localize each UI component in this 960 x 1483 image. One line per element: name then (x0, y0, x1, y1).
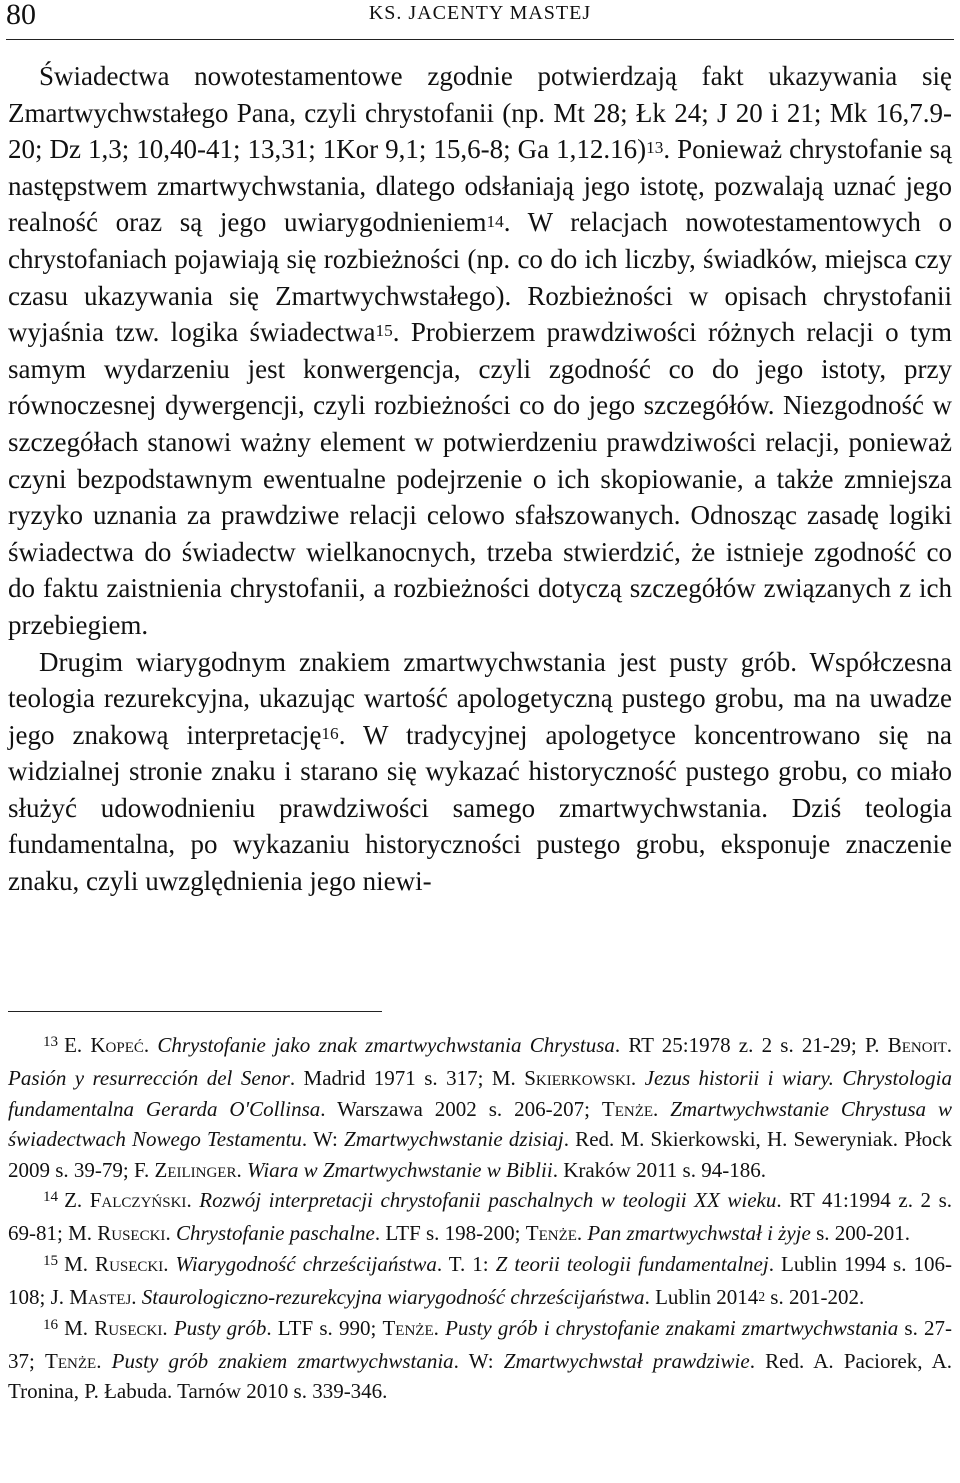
text-run: . RT 41:1994 z. 2 s. 69-81; (8, 1188, 953, 1246)
header-divider (6, 39, 954, 40)
author-name: M. Rusecki (64, 1251, 164, 1276)
text-run: . W: (301, 1127, 345, 1152)
italic-title: Zmartwychwstał prawdziwie (503, 1349, 750, 1374)
author-name: Tenże (45, 1349, 97, 1374)
text-run: . (653, 1096, 671, 1121)
author-name: Tenże (382, 1315, 434, 1340)
author-name: M. Skierkowski (491, 1066, 631, 1091)
text-run: . Lublin 2014 (644, 1285, 759, 1310)
text-run: . Kraków 2011 s. 94-186. (552, 1157, 766, 1182)
text-run: . T. 1: (436, 1251, 496, 1276)
footnote-number: 15 (43, 1252, 59, 1269)
footnote-reference: 13 (646, 138, 664, 158)
italic-title: Pusty grób znakiem zmartwychwstania (111, 1349, 454, 1374)
text-run: . (236, 1157, 247, 1182)
footnote-reference: 16 (321, 723, 339, 743)
text-run: . (186, 1188, 200, 1213)
author-name: Tenże (601, 1096, 654, 1121)
italic-title: Rozwój interpretacji chrystofanii paschalnych w teologii XX wieku (199, 1188, 777, 1213)
author-name: J. Mastej (50, 1285, 132, 1310)
text-run: s. 27-37; (8, 1315, 953, 1374)
italic-title: Pusty grób (173, 1315, 267, 1340)
italic-title: Pan zmartwychwstał i żyje (587, 1221, 811, 1246)
italic-title: Chrystofanie jako znak zmartwychwstania Chrystusa (157, 1033, 615, 1057)
footnote (8, 1313, 952, 1407)
text-run: s. 200-201. (810, 1221, 910, 1246)
text-run: . (576, 1221, 588, 1246)
italic-title: Wiara w Zmartwychwstanie w Biblii (246, 1157, 553, 1182)
text-run: . RT 25:1978 z. 2 s. 21-29; (614, 1033, 865, 1057)
text-run: . (946, 1033, 953, 1057)
italic-title: Zmartwychwstanie Chrystusa w świadectwach Nowego Testamentu (8, 1096, 952, 1152)
footnote (8, 1249, 952, 1313)
footnote-divider (8, 1011, 382, 1012)
footnote-reference: 2 (758, 1288, 766, 1304)
text-run: . W tradycyjnej apologetyce koncentrowano się na widzialnej stronie znaku i starano się wykazać historyczność pustego grobu, co miało służyć udowodnieniu prawdziwości samego zmartwychwstania. Dziś teologia fundamentalna, po wykazaniu historyczności pustego grobu, eksponuje znaczenie znaku, czyli uwzględnienia jego niewi- (8, 719, 952, 897)
main-text (8, 58, 952, 900)
text-run: . Ponieważ chrystofanie są następstwem zmartwychwstania, dlatego odsłaniają jego istotę, pozwalają uznać jego realność oraz są jego uwiarygodnieniem (8, 134, 953, 238)
text-run: . W relacjach nowotestamentowych o chrystofaniach pojawiają się rozbieżności (np. co do ich liczby, świadków, miejsca czy czasu ukazywania się Zmartwychwstałego). Rozbieżności w opisach chrystofanii wyjaśnia tzw. logika świadectwa (8, 207, 952, 348)
italic-title: Jezus historii i wiary. Chrystologia fundamentalna Gerarda O'Collinsa (8, 1066, 953, 1121)
italic-title: Wiarygodność chrześcijaństwa (175, 1251, 437, 1276)
text-run: . (630, 1066, 645, 1091)
footnote-number: 14 (43, 1188, 59, 1205)
text-run: . (162, 1315, 174, 1340)
text-run: . W: (453, 1349, 504, 1374)
page-header (0, 0, 960, 40)
footnote-reference: 15 (375, 321, 393, 341)
text-run: . Red. M. Skierkowski, H. Seweryniak. Płock 2009 s. 39-79; (8, 1127, 952, 1182)
author-name: F. Zeilinger (134, 1157, 237, 1182)
footnote (8, 1185, 952, 1249)
author-name: Z. Falczyński (64, 1188, 187, 1213)
footnote-number: 16 (43, 1316, 59, 1333)
text-run: Świadectwa nowotestamentowe zgodnie potwierdzają fakt ukazywania się Zmartwychwstałego Pana, czyli chrystofanii (np. Mt 28; Łk 24; J 20 i 21; Mk 16,7.9-20; Dz 1,3; 10,40-41; 13,31; 1Kor 9,1; 15,6-8; Ga 1,12.16) (8, 61, 952, 165)
text-run: . (143, 1033, 158, 1057)
text-run: . LTF s. 990; (266, 1315, 383, 1340)
text-run: . Madrid 1971 s. 317; (289, 1066, 492, 1091)
text-run: Drugim wiarygodnym znakiem zmartwychwstania jest pusty grób. Współczesna teologia rezurekcyjna, ukazując wartość apologetyczną pustego grobu, ma na uwadze jego znakową interpretację (8, 646, 952, 750)
italic-title: Z teorii teologii fundamentalnej (495, 1251, 769, 1276)
text-run: . Lublin 1994 s. 106-108; (8, 1251, 952, 1310)
footnote-reference: 14 (486, 211, 504, 231)
paragraph (8, 58, 952, 644)
italic-title: Pusty grób i chrystofanie znakami zmartwychwstania (445, 1315, 899, 1340)
text-run: s. 201-202. (765, 1285, 865, 1310)
paragraph (8, 644, 952, 900)
text-run: . (433, 1315, 446, 1340)
text-run: . (163, 1251, 176, 1276)
author-name: P. Benoit (864, 1033, 947, 1057)
italic-title: Zmartwychwstanie dzisiaj (344, 1127, 564, 1152)
text-run: . LTF s. 198-200; (374, 1221, 526, 1246)
text-run: . (131, 1285, 142, 1310)
footnote-number: 13 (43, 1033, 59, 1050)
text-run: . (96, 1349, 112, 1374)
italic-title: Chrystofanie paschalne (175, 1221, 375, 1246)
author-name: M. Rusecki (64, 1315, 163, 1340)
page-number: 80 (6, 0, 36, 31)
text-run: . (165, 1221, 176, 1246)
author-name: Tenże (525, 1221, 577, 1246)
italic-title: Pasión y resurrección del Senor (8, 1066, 290, 1091)
author-name: M. Rusecki (68, 1221, 166, 1246)
running-head: KS. JACENTY MASTEJ (368, 2, 592, 24)
italic-title: Staurologiczno-rezurekcyjna wiarygodność chrześcijaństwa (141, 1285, 645, 1310)
text-run: . Probierzem prawdziwości różnych relacji o tym samym wydarzeniu jest konwergencja, czyli zgodność co do jego istoty, przy równoczesnej dywergencji, czyli rozbieżności co do jego szczegółów. Niezgodność w szczegółach stanowi ważny element w potwierdzeniu prawdziwości relacji, ponieważ czyni bezpodstawnym ewentualne podejrzenie o ich skopiowanie, a także zmniejsza ryzyko uznania za prawdziwe relacji celowo sfałszowanych. Odnosząc zasadę logiki świadectwa do świadectw wielkanocnych, trzeba stwierdzić, że istnieje zgodność co do faktu zaistnienia chrystofanii, a rozbieżności dotyczą szczegółów związanych z ich przebiegiem. (8, 317, 952, 640)
footnotes (8, 1030, 952, 1407)
text-run: . Warszawa 2002 s. 206-207; (320, 1096, 602, 1121)
footnote (8, 1030, 952, 1185)
text-run: . Red. A. Paciorek, A. Tronina, P. Łabuda. Tarnów 2010 s. 339-346. (8, 1349, 952, 1404)
author-name: E. Kopeć (64, 1033, 144, 1057)
